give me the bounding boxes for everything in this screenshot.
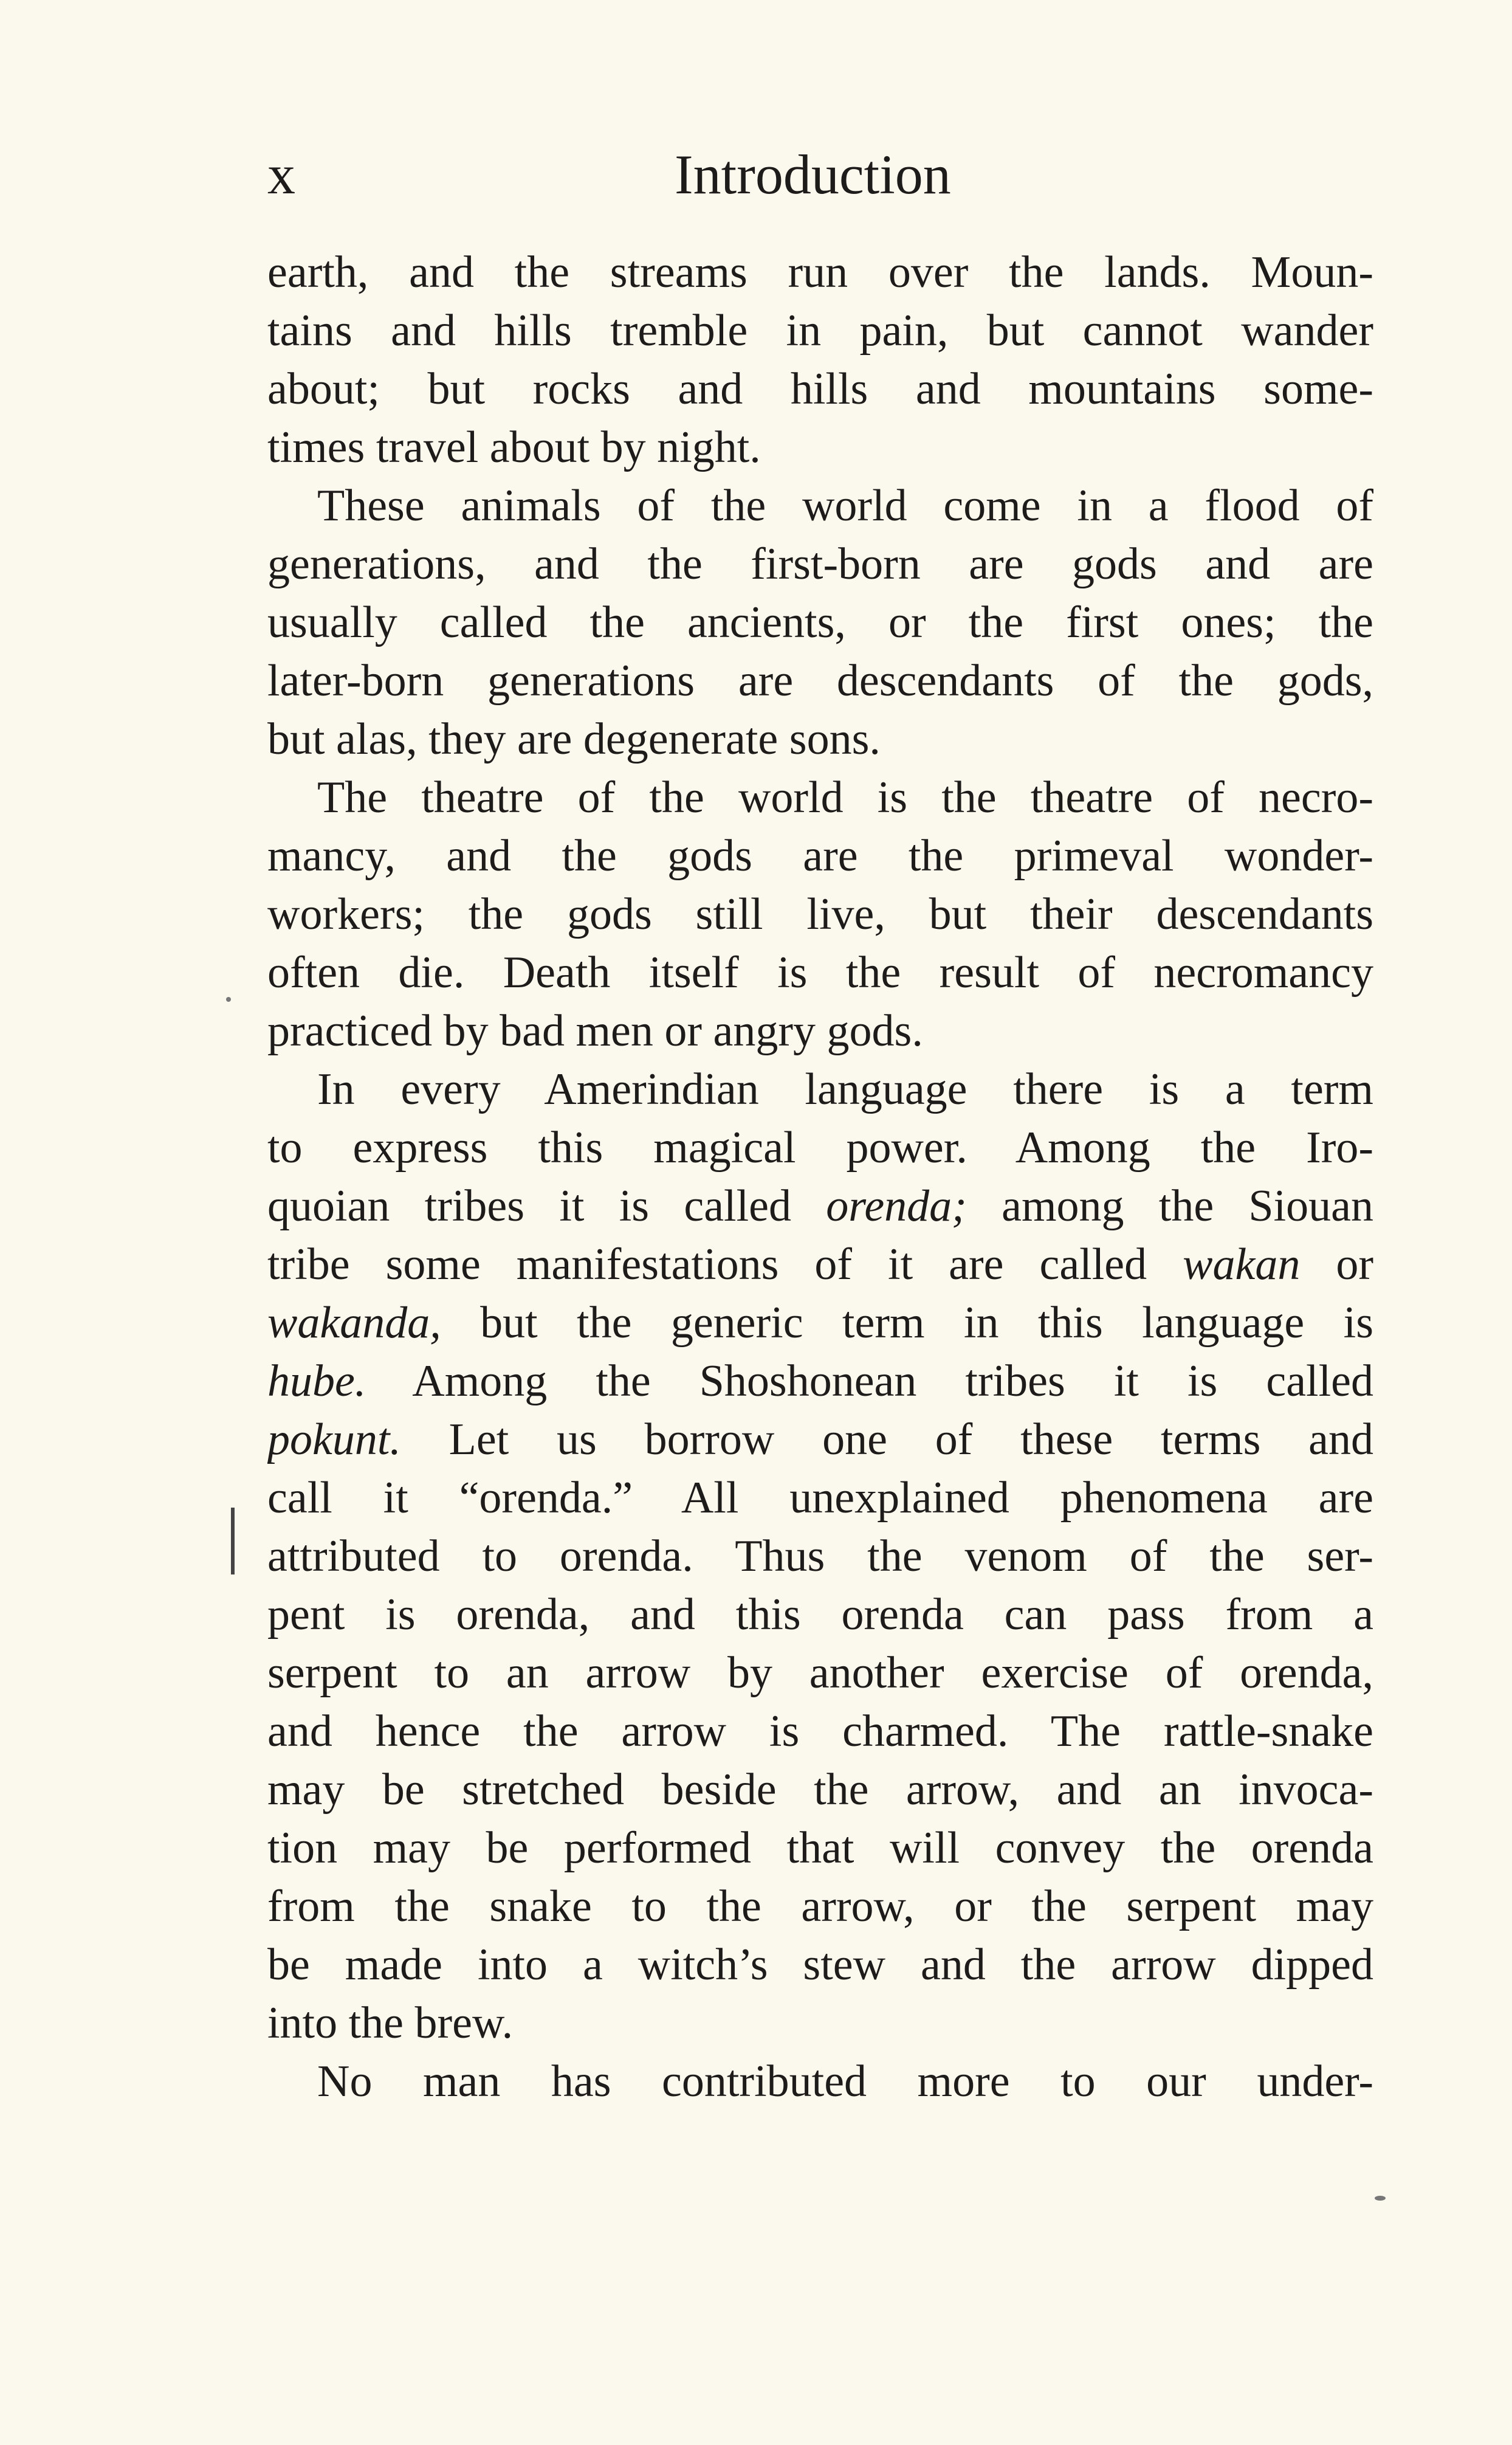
text-line: times travel about by night.	[267, 422, 761, 472]
text-line	[267, 1294, 1373, 1352]
text-line: and hence the arrow is charmed. The rattle-snake	[267, 1706, 1373, 1756]
text-line	[267, 1177, 1373, 1235]
text-line: tains and hills tremble in pain, but cannot wander	[267, 306, 1373, 356]
line-segment: Let us borrow one of these terms and	[400, 1415, 1373, 1464]
speck	[226, 997, 231, 1002]
text-line: often die. Death itself is the result of necromancy	[267, 948, 1373, 998]
page-header	[0, 135, 1512, 214]
running-title: Introduction	[675, 143, 951, 205]
text-line: generations, and the first-born are gods and are	[267, 539, 1373, 589]
text-line: practiced by bad men or angry gods.	[267, 1006, 923, 1056]
text-line: mancy, and the gods are the primeval wonder-	[267, 831, 1373, 881]
text-line: earth, and the streams run over the lands. Moun-	[267, 247, 1373, 297]
speck	[1375, 2196, 1386, 2201]
italic-term: wakanda,	[267, 1298, 441, 1348]
text-line: later-born generations are descendants of the gods,	[267, 656, 1373, 706]
line-segment: quoian tribes it is called	[267, 1181, 826, 1231]
text-line	[267, 1235, 1373, 1294]
page-number: x	[267, 143, 295, 205]
text-line: The theatre of the world is the theatre of necro-	[317, 773, 1373, 822]
text-line: call it “orenda.” All unexplained phenomena are	[267, 1473, 1373, 1523]
text-line	[267, 1410, 1373, 1469]
text-line: attributed to orenda. Thus the venom of the ser-	[267, 1531, 1373, 1581]
text-line	[267, 1352, 1373, 1410]
text-line: pent is orenda, and this orenda can pass from a	[267, 1590, 1373, 1640]
text-line: about; but rocks and hills and mountains some-	[267, 364, 1373, 414]
line-segment: but the generic term in this language is	[441, 1298, 1373, 1348]
text-line: tion may be performed that will convey the orenda	[267, 1823, 1373, 1873]
margin-mark	[231, 1508, 235, 1574]
line-segment: Among the Shoshonean tribes it is called	[366, 1356, 1373, 1406]
line-segment: among the Siouan	[966, 1181, 1373, 1231]
text-line: These animals of the world come in a flood of	[317, 481, 1373, 531]
text-line: into the brew.	[267, 1998, 514, 2048]
text-line: may be stretched beside the arrow, and an invoca-	[267, 1765, 1373, 1815]
text-line: No man has contributed more to our under-	[317, 2057, 1373, 2106]
line-segment: tribe some manifestations of it are called	[267, 1240, 1183, 1289]
text-line: be made into a witch’s stew and the arrow dipped	[267, 1940, 1373, 1990]
text-line: serpent to an arrow by another exercise of orenda,	[267, 1648, 1373, 1698]
text-line: usually called the ancients, or the first ones; the	[267, 598, 1373, 647]
italic-term: hube.	[267, 1356, 366, 1406]
italic-term: orenda;	[826, 1181, 967, 1231]
italic-term: pokunt.	[267, 1415, 401, 1464]
text-line: workers; the gods still live, but their descendants	[267, 889, 1373, 939]
line-segment: or	[1300, 1240, 1373, 1289]
text-line: but alas, they are degenerate sons.	[267, 714, 881, 764]
text-line: from the snake to the arrow, or the serpent may	[267, 1881, 1373, 1931]
body-text	[267, 243, 1373, 2111]
italic-term: wakan	[1183, 1240, 1301, 1289]
text-line: In every Amerindian language there is a term	[317, 1064, 1373, 1114]
text-line: to express this magical power. Among the Iro-	[267, 1123, 1373, 1173]
